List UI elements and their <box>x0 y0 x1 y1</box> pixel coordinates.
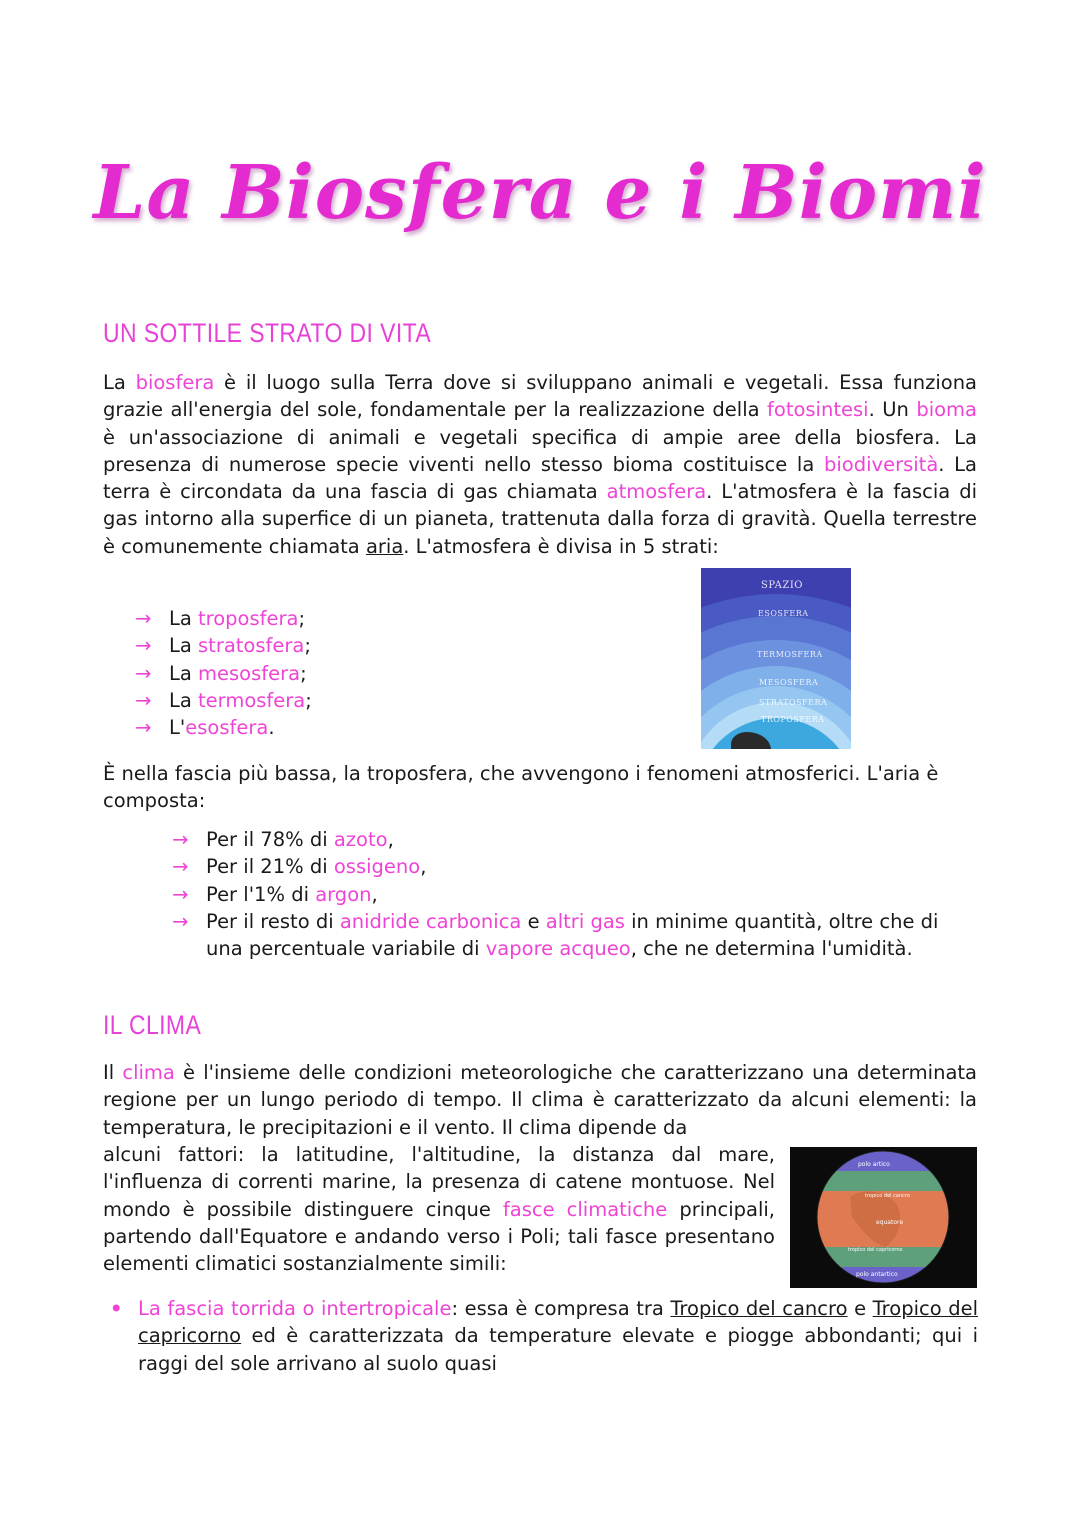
highlighted-term: argon <box>315 882 372 906</box>
climate-zone-text <box>138 1297 978 1375</box>
atmo-label: STRATOSFERA <box>759 698 828 707</box>
text-run: Per il 78% di <box>206 828 334 851</box>
text-run: . Un <box>868 398 917 422</box>
highlighted-term: atmosfera <box>606 480 707 504</box>
text-run: ; <box>298 607 306 630</box>
text-run: . La terra è circondata da una fascia di gas chiamata <box>103 452 977 504</box>
text-run: La <box>169 661 199 685</box>
arrow-icon: → <box>172 882 189 906</box>
globe-label: polo artico <box>858 1161 890 1168</box>
arrow-icon: → <box>135 661 152 685</box>
arrow-icon: → <box>135 716 152 740</box>
underlined-term: Tropico del cancro <box>670 1297 848 1320</box>
text-run: . L'atmosfera è divisa in 5 strati: <box>403 534 719 558</box>
atmosphere-layer-item <box>135 714 312 741</box>
atmosphere-layers-list <box>135 605 312 741</box>
atmosphere-layers-image <box>701 568 851 749</box>
atmosphere-layer-item <box>135 660 312 687</box>
air-component-item <box>172 826 962 853</box>
text-run: . L'atmosfera è la fascia di gas intorno alla superfice di un pianeta, trattenuta dalla forza di gravità. Quella terrestre è comunemente chiamata <box>103 480 977 558</box>
arrow-icon: → <box>172 855 189 879</box>
highlighted-term: bioma <box>916 398 977 422</box>
highlighted-term: biodiversità <box>824 452 939 476</box>
arrow-icon: → <box>172 909 189 933</box>
text-run: è un'associazione di animali e vegetali specifica di ampie aree della biosfera. La presenza di numerose specie viventi nello stesso bioma costituisce la <box>103 425 977 476</box>
paragraph-troposfera: È nella fascia più bassa, la troposfera, che avvengono i fenomeni atmosferici. L'aria è composta: <box>103 762 939 813</box>
highlighted-term: biosfera <box>135 371 215 394</box>
globe-svg <box>790 1147 977 1288</box>
page-title: La Biosfera e i Biomi <box>93 150 987 236</box>
text-run: La <box>169 688 199 712</box>
highlighted-term: anidride carbonica <box>339 909 522 933</box>
climate-zone-item-torrida <box>110 1295 978 1377</box>
text-run: è l'insieme delle condizioni meteorologiche che caratterizzano una determinata regione per un lungo periodo di tempo. Il clima è caratterizzato da alcuni elementi: la temperatura, le precipitazioni e il vento. Il clima dipende da <box>103 1061 977 1139</box>
text-run: alcuni fattori: la latitudine, l'altitudine, la distanza dal mare, l'influenza di correnti marine, la presenza di catene montuose. Nel mondo è possibile distinguere cinque <box>103 1143 775 1221</box>
atmo-label: TERMOSFERA <box>757 650 823 659</box>
text-run: La <box>169 634 199 658</box>
air-composition-list <box>172 826 962 962</box>
text-run: è il luogo sulla Terra dove si sviluppano animali e vegetali. Essa funziona grazie all'energia del sole, fondamentale per la realizzazione della <box>103 371 977 422</box>
highlighted-term: fotosintesi <box>767 398 869 422</box>
text-run: in minime quantità, oltre che di una percentuale variabile di <box>206 909 939 961</box>
text-run: ed è caratterizzata da temperature elevate e piogge abbondanti; qui i raggi del sole arrivano al suolo quasi <box>138 1324 978 1375</box>
globe-label: polo antartico <box>856 1271 898 1278</box>
atmo-label: SPAZIO <box>761 580 803 591</box>
text-run: Per il resto di <box>206 909 340 933</box>
highlighted-term: stratosfera <box>198 634 305 658</box>
underlined-term: Tropico del capricorno <box>138 1297 978 1348</box>
highlighted-term: ossigeno <box>333 855 421 879</box>
text-run: , <box>387 828 394 851</box>
text-run: La <box>103 371 136 394</box>
arrow-icon: → <box>135 607 152 630</box>
highlighted-term: azoto <box>333 828 388 851</box>
paragraph-biosfera <box>103 369 977 560</box>
highlighted-term: troposfera <box>198 607 299 630</box>
section-heading-vita: UN SOTTILE STRATO DI VITA <box>103 318 432 348</box>
text-run: Il <box>103 1061 123 1084</box>
text-run: , che ne determina l'umidità. <box>630 937 913 961</box>
paragraph-clima <box>103 1059 977 1141</box>
bullet-dot: • <box>110 1297 123 1320</box>
arrow-icon: → <box>135 688 152 712</box>
atmo-label: ESOSFERA <box>758 609 809 618</box>
air-component-item <box>172 853 962 880</box>
atmo-label: TROPOSFERA <box>761 715 825 724</box>
atmo-label: MESOSFERA <box>759 678 819 687</box>
text-run: ; <box>305 688 312 712</box>
air-component-item <box>172 881 962 908</box>
highlighted-term: altri gas <box>545 909 625 933</box>
text-run: e <box>847 1297 873 1320</box>
highlighted-term: clima <box>122 1061 175 1084</box>
atmosphere-layer-item <box>135 605 312 632</box>
text-run: : essa è compresa tra <box>451 1297 671 1320</box>
atmosphere-layer-item <box>135 632 312 659</box>
globe-label: equatore <box>876 1219 904 1226</box>
air-component-item <box>172 908 962 963</box>
text-run: , <box>420 855 427 879</box>
text-run: ; <box>300 661 307 685</box>
climate-zones-globe-image <box>790 1147 977 1288</box>
text-run: ; <box>304 634 311 658</box>
text-run: L' <box>169 716 186 740</box>
highlighted-term: vapore acqueo <box>485 937 631 961</box>
atmosphere-layer-item <box>135 687 312 714</box>
section-heading-clima: IL CLIMA <box>103 1010 202 1040</box>
text-run: La <box>169 607 199 630</box>
text-run: e <box>521 909 546 933</box>
text-run: . <box>268 716 275 740</box>
arrow-icon: → <box>135 634 152 658</box>
highlighted-term: fasce climatiche <box>502 1197 668 1221</box>
arrow-icon: → <box>172 828 189 851</box>
highlighted-term: termosfera <box>198 688 306 712</box>
highlighted-term: esosfera <box>185 716 269 740</box>
globe-label: tropico del cancro <box>865 1193 910 1199</box>
paragraph-fasce <box>103 1141 775 1277</box>
highlighted-term: La fascia torrida o intertropicale <box>138 1297 452 1320</box>
text-run: Per il 21% di <box>206 855 334 879</box>
text-run: principali, partendo dall'Equatore e andando verso i Poli; tali fasce presentano elementi climatici sostanzialmente simili: <box>103 1197 775 1276</box>
text-run: Per l'1% di <box>206 882 316 906</box>
highlighted-term: mesosfera <box>198 661 301 685</box>
globe-label: tropico del capricorno <box>848 1247 903 1253</box>
underlined-term: aria <box>365 534 404 558</box>
text-run: , <box>371 882 378 906</box>
